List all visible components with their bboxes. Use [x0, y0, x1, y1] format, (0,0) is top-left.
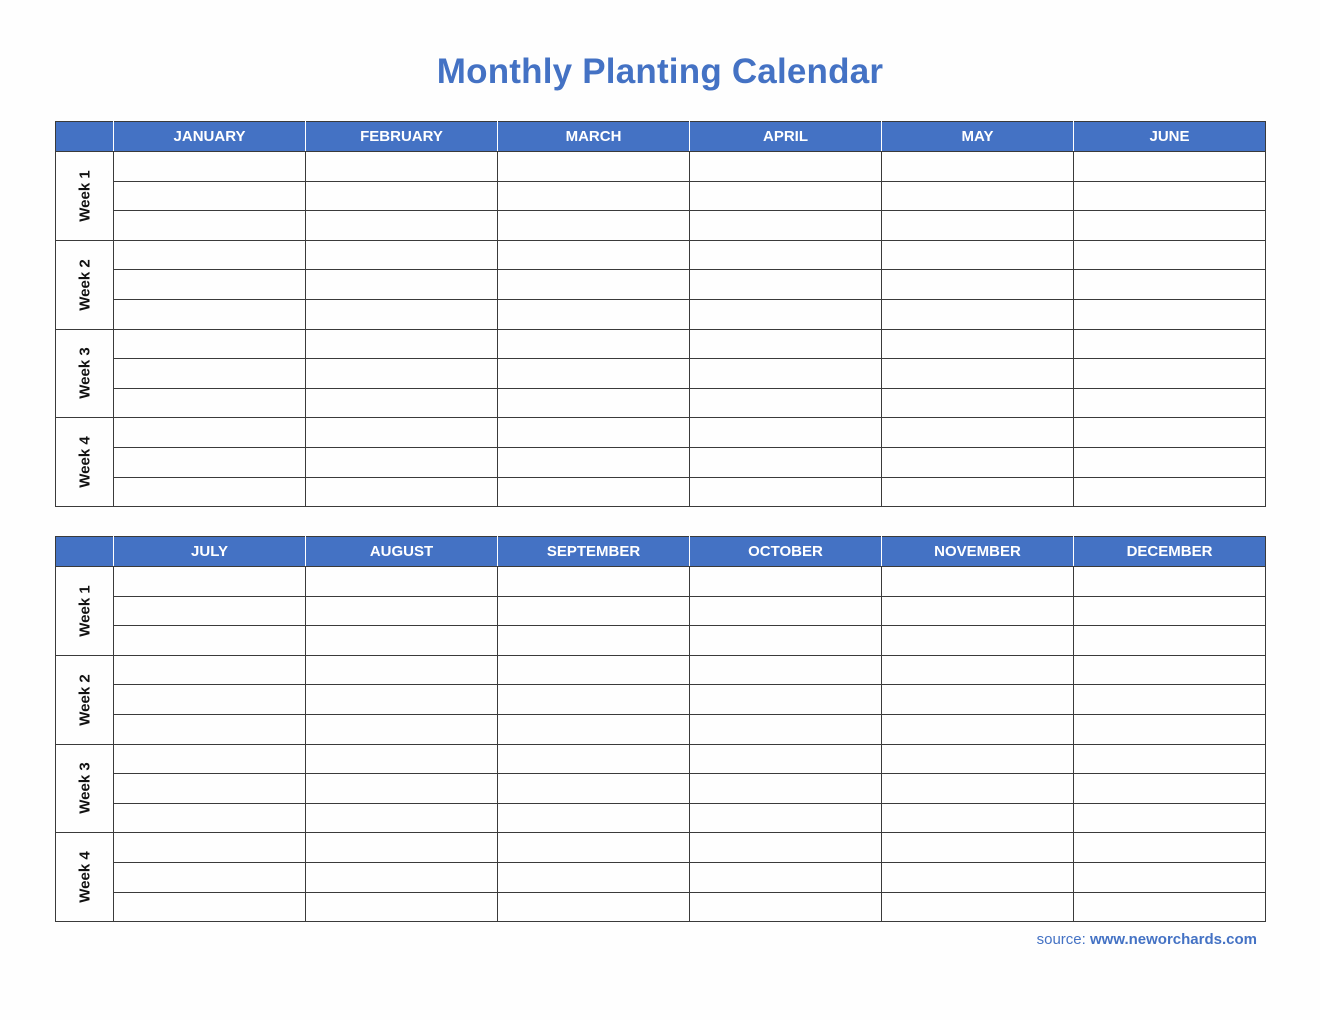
entry-cell[interactable] — [882, 359, 1074, 389]
entry-row — [56, 833, 1266, 863]
entry-row — [56, 744, 1266, 774]
entry-cell[interactable] — [690, 447, 882, 477]
week-label: Week 3 — [76, 762, 93, 815]
entry-cell[interactable] — [690, 833, 882, 863]
entry-cell[interactable] — [690, 388, 882, 418]
entry-cell[interactable] — [690, 685, 882, 715]
entry-cell[interactable] — [114, 567, 306, 597]
entry-cell[interactable] — [114, 892, 306, 922]
month-header: SEPTEMBER — [498, 537, 690, 567]
entry-cell[interactable] — [498, 418, 690, 448]
entry-row — [56, 774, 1266, 804]
entry-cell[interactable] — [306, 240, 498, 270]
entry-cell[interactable] — [690, 774, 882, 804]
entry-row — [56, 181, 1266, 211]
entry-cell[interactable] — [114, 655, 306, 685]
entry-cell[interactable] — [1074, 714, 1266, 744]
entry-cell[interactable] — [306, 388, 498, 418]
entry-cell[interactable] — [114, 329, 306, 359]
entry-cell[interactable] — [690, 803, 882, 833]
entry-cell[interactable] — [306, 774, 498, 804]
entry-cell[interactable] — [498, 329, 690, 359]
entry-cell[interactable] — [114, 211, 306, 241]
entry-cell[interactable] — [1074, 655, 1266, 685]
month-header: JULY — [114, 537, 306, 567]
entry-cell[interactable] — [882, 892, 1074, 922]
month-header: JANUARY — [114, 122, 306, 152]
entry-cell[interactable] — [882, 477, 1074, 507]
calendar-table-jul-dec — [55, 536, 1266, 922]
entry-cell[interactable] — [882, 714, 1074, 744]
entry-cell[interactable] — [498, 240, 690, 270]
calendar-table-jan-jun — [55, 121, 1266, 507]
entry-cell[interactable] — [1074, 270, 1266, 300]
entry-cell[interactable] — [1074, 596, 1266, 626]
entry-cell[interactable] — [306, 418, 498, 448]
entry-cell[interactable] — [1074, 211, 1266, 241]
week-label-cell — [56, 418, 114, 507]
entry-cell[interactable] — [306, 329, 498, 359]
entry-cell[interactable] — [306, 270, 498, 300]
entry-cell[interactable] — [882, 181, 1074, 211]
entry-cell[interactable] — [306, 359, 498, 389]
entry-cell[interactable] — [1074, 477, 1266, 507]
entry-cell[interactable] — [1074, 744, 1266, 774]
corner-cell — [56, 122, 114, 152]
entry-cell[interactable] — [882, 803, 1074, 833]
entry-cell[interactable] — [114, 240, 306, 270]
entry-cell[interactable] — [690, 211, 882, 241]
entry-cell[interactable] — [690, 744, 882, 774]
month-header: MARCH — [498, 122, 690, 152]
entry-row — [56, 626, 1266, 656]
entry-cell[interactable] — [114, 774, 306, 804]
corner-cell — [56, 537, 114, 567]
entry-cell[interactable] — [690, 329, 882, 359]
week-label: Week 3 — [76, 347, 93, 400]
entry-cell[interactable] — [882, 567, 1074, 597]
entry-cell[interactable] — [114, 833, 306, 863]
entry-cell[interactable] — [690, 567, 882, 597]
entry-cell[interactable] — [306, 152, 498, 182]
entry-cell[interactable] — [1074, 299, 1266, 329]
month-header: DECEMBER — [1074, 537, 1266, 567]
entry-cell[interactable] — [306, 211, 498, 241]
week-label-cell — [56, 655, 114, 744]
entry-cell[interactable] — [114, 714, 306, 744]
entry-cell[interactable] — [882, 299, 1074, 329]
entry-cell[interactable] — [498, 477, 690, 507]
entry-cell[interactable] — [882, 329, 1074, 359]
entry-row — [56, 152, 1266, 182]
entry-cell[interactable] — [690, 299, 882, 329]
entry-cell[interactable] — [498, 862, 690, 892]
entry-cell[interactable] — [498, 744, 690, 774]
source-credit — [1037, 931, 1257, 948]
entry-cell[interactable] — [114, 596, 306, 626]
week-label: Week 1 — [76, 170, 93, 222]
entry-cell[interactable] — [114, 152, 306, 182]
entry-cell[interactable] — [498, 152, 690, 182]
entry-cell[interactable] — [114, 447, 306, 477]
week-label-cell — [56, 567, 114, 656]
entry-cell[interactable] — [114, 181, 306, 211]
entry-cell[interactable] — [690, 714, 882, 744]
entry-cell[interactable] — [1074, 359, 1266, 389]
entry-row — [56, 803, 1266, 833]
entry-cell[interactable] — [1074, 181, 1266, 211]
entry-cell[interactable] — [690, 418, 882, 448]
entry-cell[interactable] — [882, 626, 1074, 656]
entry-cell[interactable] — [498, 833, 690, 863]
entry-cell[interactable] — [1074, 833, 1266, 863]
entry-cell[interactable] — [114, 299, 306, 329]
entry-cell[interactable] — [114, 744, 306, 774]
entry-row — [56, 418, 1266, 448]
entry-cell[interactable] — [306, 803, 498, 833]
entry-row — [56, 388, 1266, 418]
entry-cell[interactable] — [114, 803, 306, 833]
entry-cell[interactable] — [1074, 388, 1266, 418]
entry-cell[interactable] — [690, 596, 882, 626]
entry-row — [56, 596, 1266, 626]
entry-cell[interactable] — [882, 240, 1074, 270]
entry-cell[interactable] — [690, 270, 882, 300]
entry-cell[interactable] — [498, 567, 690, 597]
entry-row — [56, 892, 1266, 922]
month-header-row — [56, 537, 1266, 567]
entry-cell[interactable] — [882, 862, 1074, 892]
entry-cell[interactable] — [498, 596, 690, 626]
entry-cell[interactable] — [882, 596, 1074, 626]
month-header: JUNE — [1074, 122, 1266, 152]
entry-cell[interactable] — [306, 744, 498, 774]
entry-cell[interactable] — [498, 803, 690, 833]
entry-cell[interactable] — [306, 714, 498, 744]
entry-cell[interactable] — [882, 744, 1074, 774]
entry-cell[interactable] — [882, 211, 1074, 241]
entry-cell[interactable] — [306, 477, 498, 507]
entry-row — [56, 299, 1266, 329]
entry-cell[interactable] — [882, 152, 1074, 182]
week-label: Week 4 — [76, 436, 93, 488]
entry-cell[interactable] — [498, 685, 690, 715]
entry-row — [56, 211, 1266, 241]
source-label: source: — [1036, 931, 1086, 948]
entry-cell[interactable] — [1074, 626, 1266, 656]
entry-cell[interactable] — [882, 774, 1074, 804]
entry-cell[interactable] — [498, 270, 690, 300]
entry-cell[interactable] — [306, 833, 498, 863]
entry-cell[interactable] — [498, 892, 690, 922]
entry-cell[interactable] — [498, 299, 690, 329]
entry-cell[interactable] — [114, 477, 306, 507]
entry-cell[interactable] — [690, 359, 882, 389]
entry-cell[interactable] — [306, 181, 498, 211]
week-label: Week 2 — [76, 673, 93, 726]
entry-cell[interactable] — [1074, 862, 1266, 892]
entry-cell[interactable] — [1074, 803, 1266, 833]
entry-row — [56, 655, 1266, 685]
source-link[interactable]: www.neworchards.com — [1090, 931, 1257, 948]
entry-cell[interactable] — [114, 862, 306, 892]
week-label-cell — [56, 240, 114, 329]
week-label-cell — [56, 329, 114, 418]
entry-cell[interactable] — [498, 447, 690, 477]
entry-cell[interactable] — [882, 447, 1074, 477]
entry-cell[interactable] — [498, 714, 690, 744]
week-label: Week 2 — [76, 258, 93, 311]
entry-cell[interactable] — [882, 655, 1074, 685]
month-header: FEBRUARY — [306, 122, 498, 152]
entry-cell[interactable] — [882, 418, 1074, 448]
month-header: OCTOBER — [690, 537, 882, 567]
entry-cell[interactable] — [306, 567, 498, 597]
entry-row — [56, 447, 1266, 477]
entry-row — [56, 240, 1266, 270]
entry-cell[interactable] — [690, 477, 882, 507]
entry-cell[interactable] — [306, 299, 498, 329]
entry-row — [56, 567, 1266, 597]
entry-cell[interactable] — [498, 388, 690, 418]
entry-row — [56, 477, 1266, 507]
entry-cell[interactable] — [690, 181, 882, 211]
entry-cell[interactable] — [1074, 447, 1266, 477]
entry-cell[interactable] — [498, 211, 690, 241]
entry-cell[interactable] — [1074, 240, 1266, 270]
entry-row — [56, 862, 1266, 892]
month-header: MAY — [882, 122, 1074, 152]
entry-cell[interactable] — [114, 270, 306, 300]
entry-cell[interactable] — [1074, 892, 1266, 922]
entry-cell[interactable] — [306, 892, 498, 922]
entry-cell[interactable] — [114, 418, 306, 448]
entry-cell[interactable] — [1074, 774, 1266, 804]
entry-cell[interactable] — [1074, 567, 1266, 597]
entry-cell[interactable] — [882, 685, 1074, 715]
entry-cell[interactable] — [306, 655, 498, 685]
entry-row — [56, 685, 1266, 715]
month-header: AUGUST — [306, 537, 498, 567]
entry-cell[interactable] — [306, 862, 498, 892]
entry-cell[interactable] — [114, 388, 306, 418]
entry-row — [56, 270, 1266, 300]
entry-cell[interactable] — [690, 862, 882, 892]
entry-cell[interactable] — [306, 447, 498, 477]
entry-cell[interactable] — [690, 655, 882, 685]
entry-cell[interactable] — [498, 774, 690, 804]
week-label-cell — [56, 152, 114, 241]
entry-cell[interactable] — [306, 685, 498, 715]
entry-cell[interactable] — [690, 152, 882, 182]
entry-cell[interactable] — [1074, 685, 1266, 715]
week-label-cell — [56, 833, 114, 922]
entry-cell[interactable] — [498, 626, 690, 656]
week-label-cell — [56, 744, 114, 833]
entry-cell[interactable] — [306, 596, 498, 626]
entry-cell[interactable] — [690, 240, 882, 270]
week-label: Week 1 — [76, 585, 93, 637]
entry-cell[interactable] — [690, 626, 882, 656]
entry-cell[interactable] — [1074, 152, 1266, 182]
entry-cell[interactable] — [114, 685, 306, 715]
entry-cell[interactable] — [1074, 329, 1266, 359]
entry-cell[interactable] — [1074, 418, 1266, 448]
entry-row — [56, 329, 1266, 359]
entry-cell[interactable] — [882, 270, 1074, 300]
entry-cell[interactable] — [306, 626, 498, 656]
entry-row — [56, 714, 1266, 744]
entry-cell[interactable] — [690, 892, 882, 922]
entry-cell[interactable] — [498, 359, 690, 389]
entry-cell[interactable] — [114, 626, 306, 656]
month-header: APRIL — [690, 122, 882, 152]
month-header: NOVEMBER — [882, 537, 1074, 567]
page-title: Monthly Planting Calendar — [436, 52, 884, 91]
entry-cell[interactable] — [498, 655, 690, 685]
entry-cell[interactable] — [498, 181, 690, 211]
entry-row — [56, 359, 1266, 389]
month-header-row — [56, 122, 1266, 152]
entry-cell[interactable] — [882, 833, 1074, 863]
entry-cell[interactable] — [882, 388, 1074, 418]
week-label: Week 4 — [76, 851, 93, 903]
entry-cell[interactable] — [114, 359, 306, 389]
